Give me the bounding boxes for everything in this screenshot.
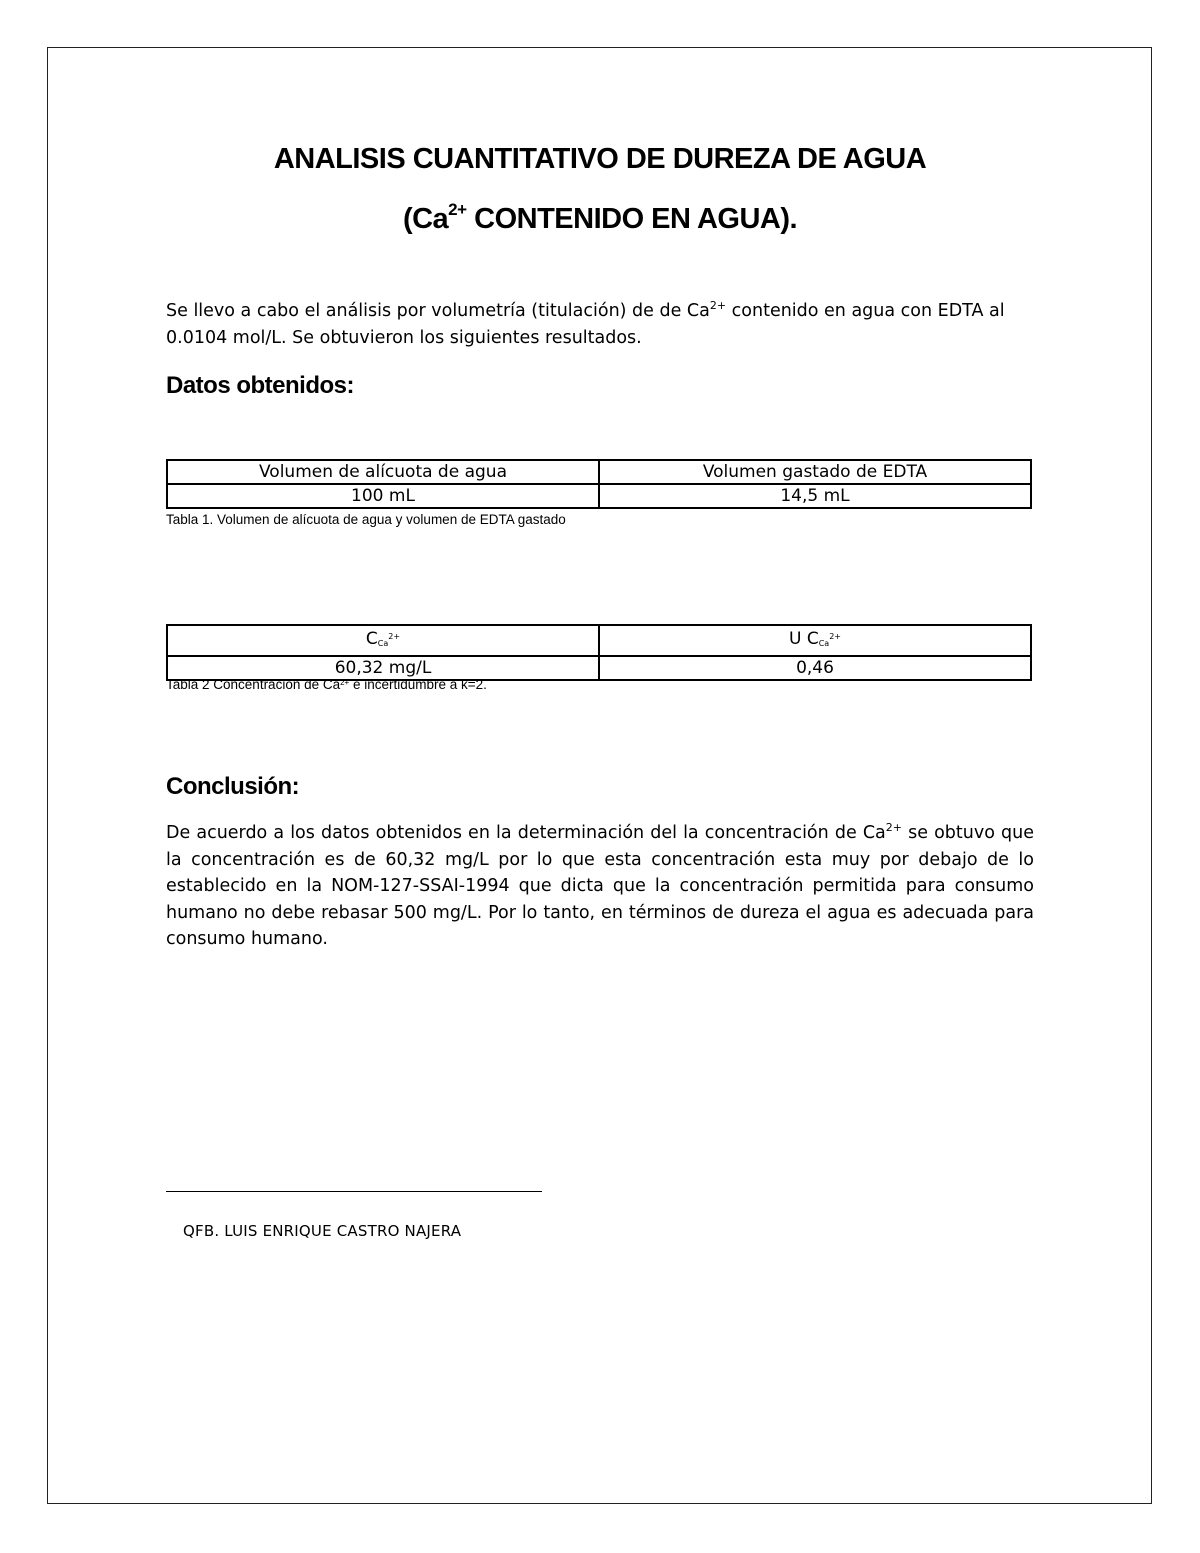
header-subscript: Ca (818, 639, 830, 648)
results-table-2 (166, 624, 1032, 681)
header-symbol: C (365, 629, 378, 649)
caption-part2: e incertidumbre a k=2. (349, 677, 487, 692)
table-cell: 60,32 mg/L (167, 656, 599, 680)
header-superscript: 2+ (388, 632, 401, 641)
subtitle-open: (Ca (402, 203, 449, 235)
document-subtitle (0, 200, 1200, 236)
table-2-caption (166, 677, 487, 692)
table-header-cell (167, 625, 599, 656)
intro-part1: Se llevo a cabo el análisis por volumetría (titulación) de de Ca (166, 301, 710, 321)
header-subscript: Ca (377, 639, 389, 648)
document-title: ANALISIS CUANTITATIVO DE DUREZA DE AGUA (273, 143, 927, 175)
header-symbol-2: C (806, 629, 819, 649)
conclusion-part1: De acuerdo a los datos obtenidos en la determinación del la concentración de Ca (166, 823, 886, 843)
header-superscript: 2+ (829, 632, 842, 641)
signature-line (166, 1191, 542, 1192)
conclusion-charge: 2+ (885, 821, 902, 834)
section-heading-conclusion: Conclusión: (166, 773, 300, 800)
table-1-caption: Tabla 1. Volumen de alícuota de agua y volumen de EDTA gastado (166, 512, 566, 527)
conclusion-paragraph (166, 820, 1034, 953)
conclusion-part2: se obtuvo que la concentración es de 60,32 mg/L por lo que esta concentración esta muy por debajo de lo establecido en la NOM-127-SSAI-1994 que dicta que la concentración permitida para consumo humano no debe rebasar 500 mg/L. Por lo tanto, en términos de dureza el agua es adecuada para consumo humano. (166, 823, 1034, 949)
table-cell: 0,46 (599, 656, 1031, 680)
intro-paragraph (166, 298, 1034, 352)
table-header-cell (599, 625, 1031, 656)
signature-name: QFB. LUIS ENRIQUE CASTRO NAJERA (183, 1222, 462, 1240)
table-row (167, 625, 1031, 656)
table-cell: 100 mL (167, 484, 599, 508)
table-header-cell: Volumen gastado de EDTA (599, 460, 1031, 484)
table-row (167, 484, 1031, 508)
caption-part1: Tabla 2 Concentración de Ca (166, 677, 341, 692)
caption-charge: 2+ (340, 678, 350, 687)
intro-part2: contenido en agua con EDTA al 0.0104 mol/L. Se obtuvieron los siguientes resultados. (166, 301, 1005, 348)
subtitle-rest: CONTENIDO EN AGUA). (466, 203, 798, 235)
table-header-cell: Volumen de alícuota de agua (167, 460, 599, 484)
results-table-1 (166, 459, 1032, 509)
subtitle-charge: 2+ (448, 200, 467, 219)
section-heading-datos: Datos obtenidos: (166, 372, 354, 399)
table-row (167, 460, 1031, 484)
intro-charge: 2+ (709, 299, 727, 312)
header-symbol: U (788, 629, 802, 649)
table-cell: 14,5 mL (599, 484, 1031, 508)
